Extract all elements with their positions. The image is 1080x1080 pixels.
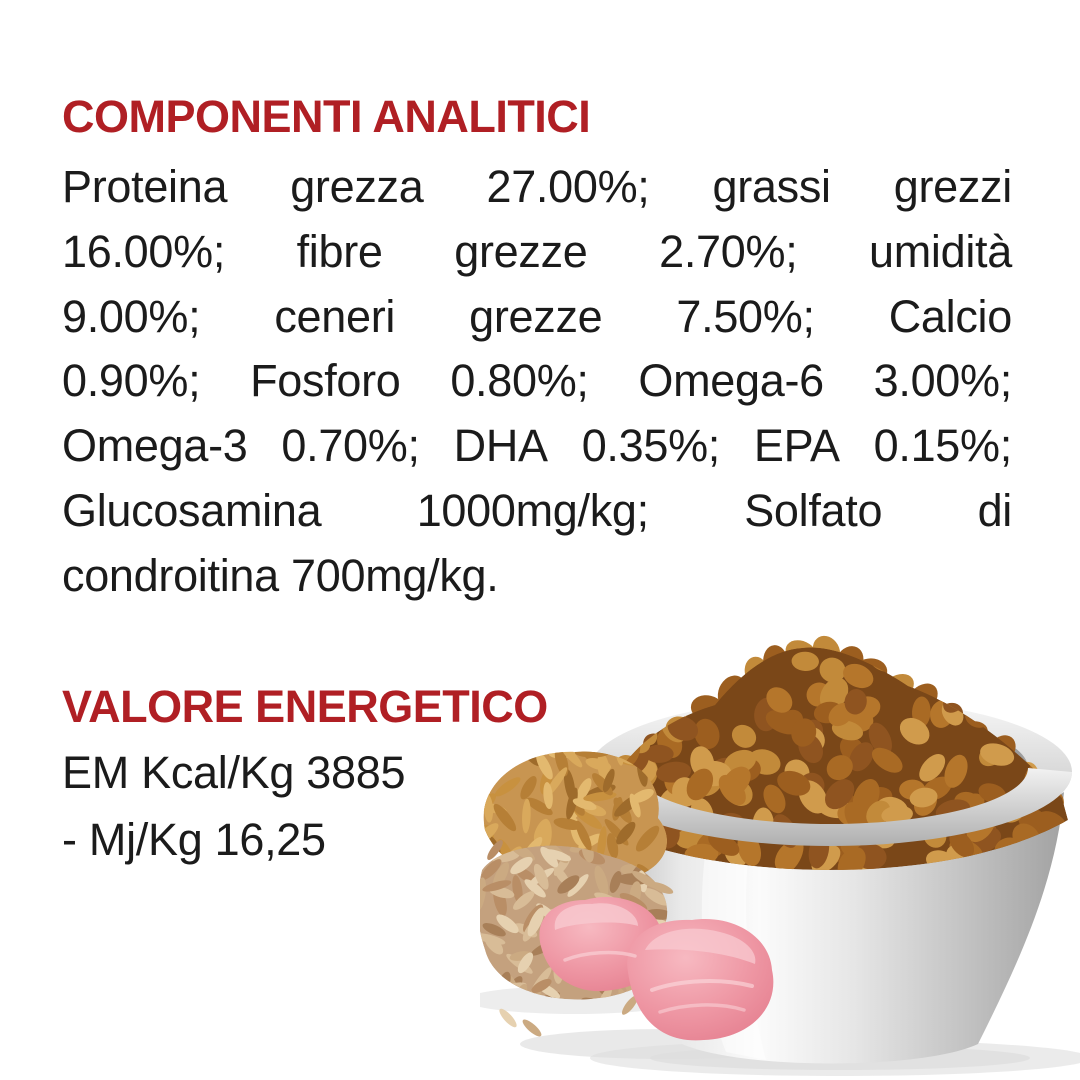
analytical-text-line: 16.00%; fibre grezze 2.70%; umidità (62, 225, 1012, 277)
analytical-text-line: 9.00%; ceneri grezze 7.50%; Calcio (62, 290, 1012, 342)
analytical-text-line: Omega-3 0.70%; DHA 0.35%; EPA 0.15%; (62, 420, 1012, 472)
analytical-components-heading: COMPONENTI ANALITICI (62, 91, 591, 142)
energy-value-heading: VALORE ENERGETICO (62, 681, 548, 732)
analytical-components-text (62, 155, 1012, 609)
energy-kcal-line: EM Kcal/Kg 3885 (62, 747, 406, 798)
analytical-text-line: Glucosamina 1000mg/kg; Solfato di (62, 484, 1012, 536)
product-photo-illustration (480, 620, 1080, 1080)
product-photo (480, 620, 1080, 1080)
energy-mj-line: - Mj/Kg 16,25 (62, 814, 326, 865)
analytical-text-line: condroitina 700mg/kg. (62, 549, 499, 601)
analytical-text-line: Proteina grezza 27.00%; grassi grezzi (62, 161, 1012, 212)
analytical-text-line: 0.90%; Fosforo 0.80%; Omega-6 3.00%; (62, 355, 1012, 407)
